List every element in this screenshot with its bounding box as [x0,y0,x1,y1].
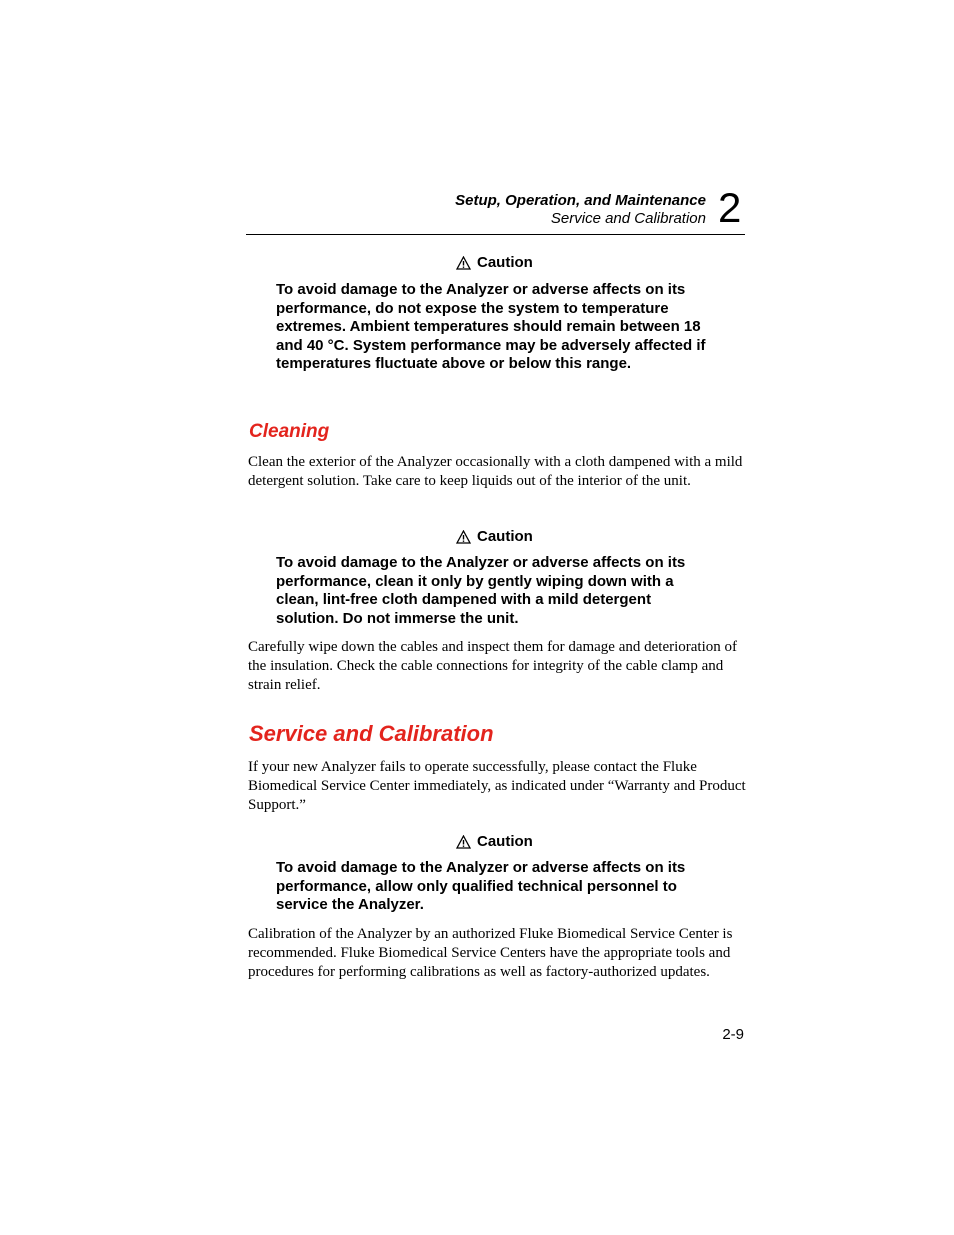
calibration-paragraph: Calibration of the Analyzer by an authorized Fluke Biomedical Service Center is recommended. Fluke Biomedical Service Centers have the appropriate tools and procedures for performing calibrations as well as factory-authorized updates. [248,926,733,980]
chapter-title: Setup, Operation, and Maintenance [455,192,706,209]
caution-label: Caution [477,528,533,545]
service-calibration-heading: Service and Calibration [249,721,494,746]
caution-label: Caution [477,833,533,850]
caution-text: To avoid damage to the Analyzer or adverse affects on its performance, clean it only by gently wiping down with a clean, lint-free cloth dampened with a mild detergent solution. Do not immerse the unit. [276,554,686,627]
caution-text: To avoid damage to the Analyzer or adverse affects on its performance, allow only qualified technical personnel to service the Analyzer. [276,859,686,914]
warning-triangle-icon [456,530,471,544]
caution-label: Caution [477,254,533,271]
cleaning-heading: Cleaning [249,421,330,442]
warning-triangle-icon [456,256,471,270]
warning-triangle-icon [456,835,471,849]
header-rule [246,234,745,235]
caution-heading [456,528,533,545]
cable-inspection-paragraph: Carefully wipe down the cables and inspect them for damage and deterioration of the insulation. Check the cable connections for integrity of the cable clamp and strain relief. [248,639,737,693]
caution-text: To avoid damage to the Analyzer or adverse affects on its performance, do not expose the system to temperature extremes. Ambient temperatures should remain between 18 and 40 °C. System performance may be adversely affected if temperatures fluctuate above or below this range. [276,281,706,373]
section-title: Service and Calibration [550,210,706,227]
chapter-number: 2 [718,184,742,231]
caution-heading [456,833,533,850]
page-number: 2-9 [722,1026,744,1043]
service-paragraph: If your new Analyzer fails to operate successfully, please contact the Fluke Biomedical Service Center immediately, as indicated under “Warranty and Product Support.” [248,759,746,813]
caution-heading [456,254,533,271]
cleaning-paragraph: Clean the exterior of the Analyzer occasionally with a cloth dampened with a mild detergent solution. Take care to keep liquids out of the interior of the unit. [248,454,743,489]
